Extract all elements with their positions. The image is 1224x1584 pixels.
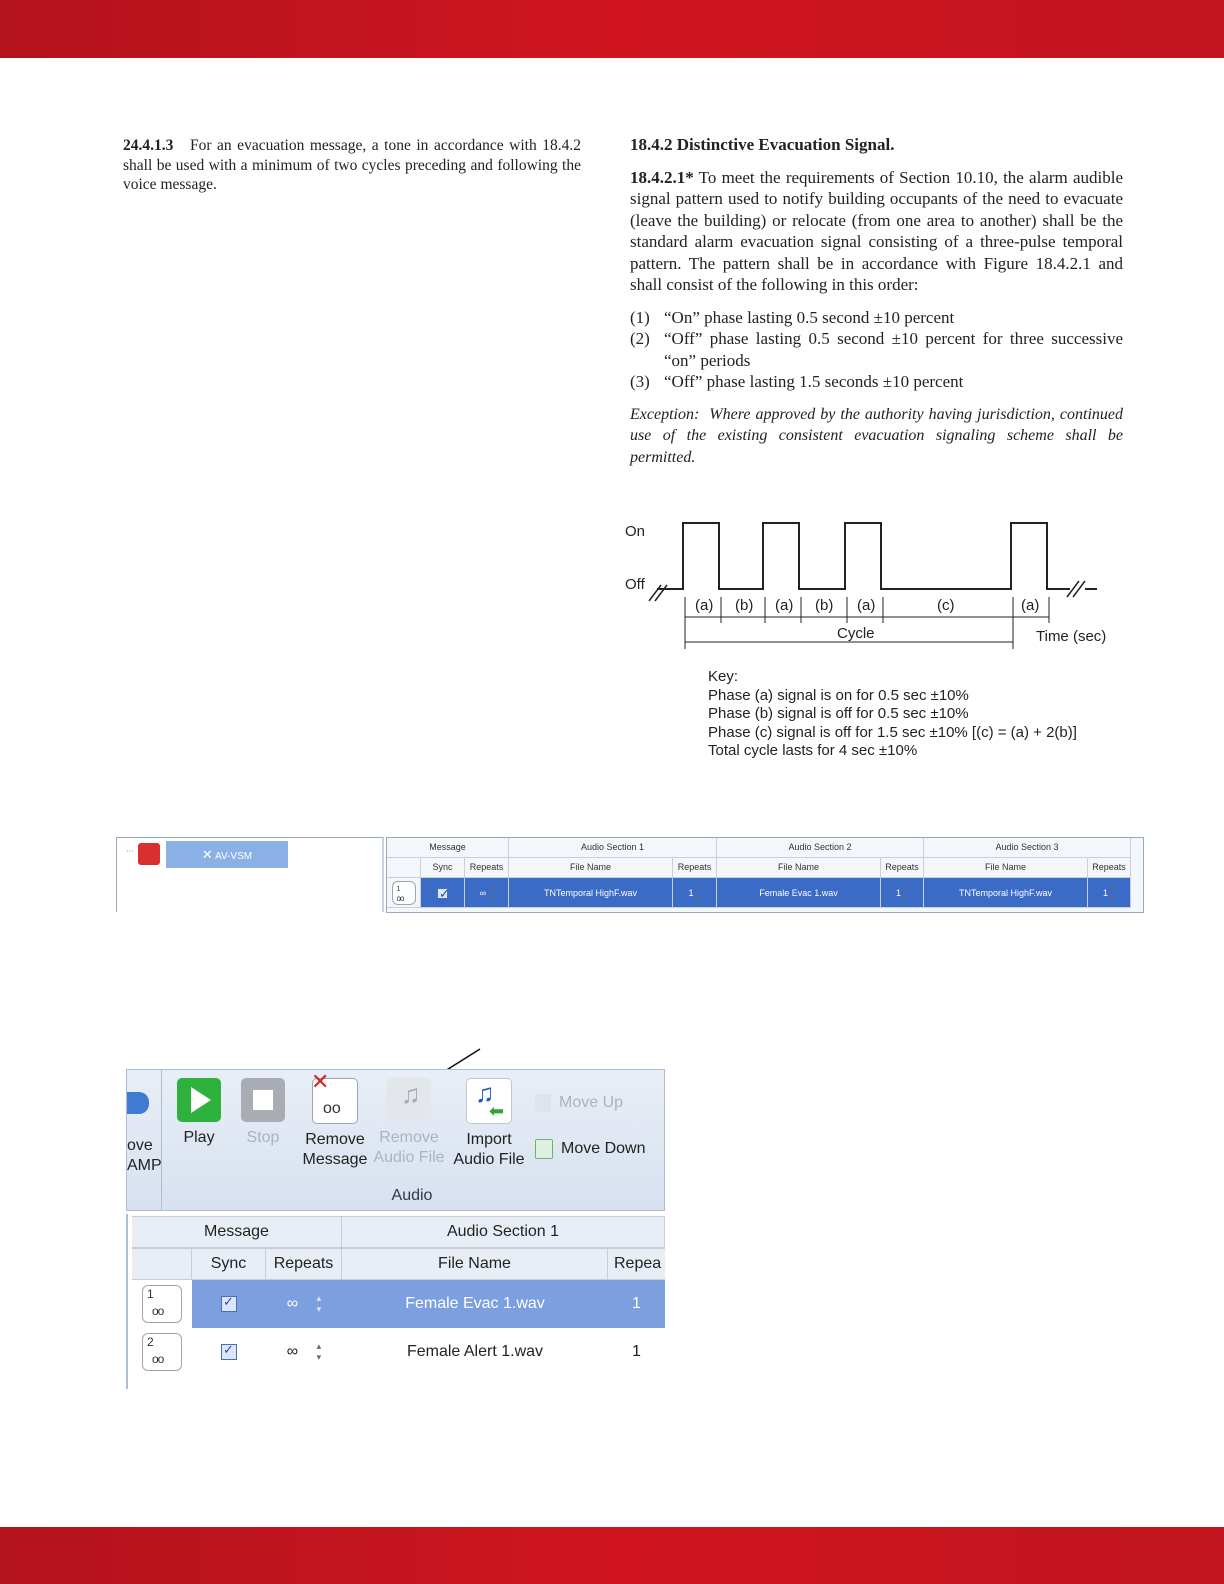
microphone-icon [138,843,160,865]
column-header[interactable]: Repeats [266,1248,342,1280]
spin-arrows-icon[interactable]: ▴ ▾ [316,1292,322,1314]
phase-label: (b) [815,597,834,614]
file-name-cell[interactable]: Female Alert 1.wav [406,1343,544,1360]
on-label: On [625,523,646,540]
repeats-value: 1 [1102,888,1108,898]
top-red-band [0,0,1224,58]
break-mark [1073,581,1085,597]
phase-label: (b) [735,597,754,614]
remove-message-icon: ✕ oo [312,1078,358,1124]
section-heading: 18.4.2 Distinctive Evacuation Signal. [630,135,895,154]
message-grid-screenshot [116,837,1142,911]
audio-ribbon-screenshot [126,1064,663,1389]
remove-audio-file-button[interactable] [373,1078,445,1168]
move-up-button[interactable] [535,1094,623,1112]
table-row[interactable] [387,878,1131,908]
group-header: Audio Section 1 [509,838,717,858]
spin-arrows-icon[interactable]: ▴ ▾ [1110,882,1116,904]
phase-label: (a) [1021,597,1040,614]
paragraph-18-4-2-1 [630,167,1123,296]
corner-cell [132,1248,192,1280]
remove-message-button[interactable] [299,1070,371,1170]
phase-label: (c) [937,597,955,614]
list-item [630,328,1123,371]
signal-waveform [657,523,1070,589]
voicemail-icon: 1 oo [392,881,416,905]
right-column [630,134,1123,468]
device-tree [116,837,384,912]
section-number: 24.4.1.3 [123,137,174,154]
stop-icon [241,1078,285,1122]
group-header: Audio Section 1 [342,1216,665,1248]
column-header[interactable]: File Name [717,858,881,878]
table-row[interactable] [132,1280,665,1328]
file-name-cell[interactable]: Female Evac 1.wav [717,878,881,908]
paragraph-text: To meet the requirements of Section 10.10, the alarm audible signal pattern used to notify building occupants of the need to evacuate (leave the building) or relocate (from one area to another) shall be the standard alarm evacuation signal consisting of a three-pulse temporal pattern. The pattern shall be in accordance with Figure 18.4.2.1 and shall consist of the following in this order: [630,167,1124,294]
message-grid [386,837,1144,913]
move-down-icon [535,1139,553,1159]
sync-checkbox[interactable] [221,1296,237,1312]
column-header[interactable]: Repeats [881,858,924,878]
message-grid [126,1214,665,1389]
repeats-cell[interactable]: 1 [608,1280,665,1328]
row-index-cell [387,878,421,908]
column-header[interactable]: File Name [342,1248,608,1280]
row-index-cell [132,1328,192,1376]
play-button[interactable] [175,1078,223,1148]
list-text: “On” phase lasting 0.5 second ±10 percent [664,307,955,327]
bottom-red-band [0,1527,1224,1584]
phase-label: (a) [695,597,714,614]
stop-button[interactable] [239,1078,287,1148]
tools-icon: ✕ [201,847,213,862]
remove-audio-label: Remove [379,1129,439,1146]
phase-label: (a) [857,597,876,614]
spin-arrows-icon[interactable]: ▴ ▾ [316,1340,322,1362]
spin-arrows-icon[interactable]: ▴ ▾ [696,882,701,904]
off-label: Off [625,576,645,593]
remove-message-label: Message [302,1151,368,1168]
figure-key [708,668,1077,761]
temporal-pattern-diagram [625,515,1125,665]
column-header[interactable]: File Name [509,858,673,878]
import-audio-label: Audio File [453,1151,525,1168]
repeats-cell[interactable] [465,878,509,908]
column-header[interactable]: Repeats [1088,858,1131,878]
move-up-label: Move Up [559,1094,624,1112]
import-audio-label: Import [466,1131,512,1148]
repeats-value: 1 [688,888,694,898]
partial-button-label[interactable]: ove AMP [127,1137,162,1174]
column-header[interactable]: Sync [192,1248,266,1280]
phase-label: (a) [775,597,794,614]
exception-label: Exception: [630,405,700,423]
table-row[interactable] [132,1328,665,1376]
ribbon-partial-group [127,1070,162,1210]
exception-text: Where approved by the authority having jurisdiction, continued use of the existing consistent evacuation signaling scheme shall be permitted. [630,405,1124,466]
spin-arrows-icon[interactable]: ▴ ▾ [488,882,494,904]
tree-node-label: AV-VSM [215,851,253,862]
speaker-icon [127,1092,149,1114]
column-header[interactable]: Repea [608,1248,665,1280]
file-name-cell[interactable]: TNTemporal HighF.wav [924,878,1088,908]
repeats-cell[interactable] [881,878,924,908]
ribbon-toolbar [126,1069,665,1211]
column-header[interactable]: Repeats [465,858,509,878]
group-header: Message [132,1216,342,1248]
break-mark [649,585,661,601]
group-header-row [132,1216,665,1248]
list-text: “Off” phase lasting 1.5 seconds ±10 percent [664,372,964,391]
list-number: (2) [630,329,650,348]
sync-checkbox[interactable] [221,1344,237,1360]
corner-cell [387,858,421,878]
section-text: For an evacuation message, a tone in accordance with 18.4.2 shall be used with a minimum of two cycles preceding and following the voice message. [123,137,582,193]
column-header[interactable]: Sync [421,858,465,878]
play-label: Play [183,1129,215,1146]
column-header-row [132,1248,665,1280]
list-number: (3) [630,372,650,391]
import-audio-icon: ♫ ⬅ [466,1078,512,1124]
move-down-button[interactable] [535,1139,645,1159]
key-line: Total cycle lasts for 4 sec ±10% [708,742,918,759]
paragraph-number: 18.4.2.1* [630,167,694,187]
voicemail-icon: 1 oo [142,1285,182,1323]
move-down-label: Move Down [561,1140,646,1158]
requirements-list [630,307,1123,393]
remove-message-label: Remove [305,1131,365,1148]
row-index-cell [132,1280,192,1328]
column-header-row [387,858,1131,878]
repeats-value: ∞ [286,1343,299,1360]
list-item [630,371,1123,393]
repeats-cell[interactable] [1088,878,1131,908]
repeats-cell[interactable] [266,1328,342,1376]
key-line: Phase (b) signal is off for 0.5 sec ±10% [708,705,969,722]
sync-cell[interactable] [192,1280,266,1328]
file-name-cell[interactable]: Female Evac 1.wav [342,1280,608,1328]
tree-connector: ··· [126,847,134,856]
spin-arrows-icon[interactable]: ▴ ▾ [903,882,909,904]
group-header: Audio Section 2 [717,838,924,858]
group-header: Message [387,838,509,858]
move-up-icon [535,1094,551,1112]
repeats-cell[interactable]: 1 [632,1343,641,1360]
stop-label: Stop [246,1129,280,1146]
time-axis-label: Time (sec) [1036,628,1107,645]
repeats-value: 1 [895,888,901,898]
list-number: (1) [630,307,650,327]
remove-audio-icon: ♫ [387,1078,431,1122]
break-mark [655,585,667,601]
repeats-cell[interactable] [673,878,717,908]
list-text: “Off” phase lasting 0.5 second ±10 percent for three successive “on” periods [664,329,1123,370]
key-title: Key: [708,668,739,685]
ribbon-group-audio: Audio [391,1187,433,1204]
column-header[interactable]: Repeats [673,858,717,878]
group-header: Audio Section 3 [924,838,1131,858]
repeats-cell[interactable] [266,1280,342,1328]
column-header[interactable]: File Name [924,858,1088,878]
sync-cell[interactable] [421,878,465,908]
file-name-cell[interactable]: TNTemporal HighF.wav [509,878,673,908]
key-line: Phase (c) signal is off for 1.5 sec ±10% [(c) = (a) + 2(b)] [708,723,1077,741]
play-icon [177,1078,221,1122]
tree-node-av-vsm[interactable] [166,841,288,868]
list-item [630,307,1123,329]
cycle-label: Cycle [837,625,875,642]
voicemail-icon: 2 oo [142,1333,182,1371]
remove-audio-label: Audio File [373,1149,445,1166]
key-line: Phase (a) signal is on for 0.5 sec ±10% [708,686,969,704]
repeats-value: ∞ [286,1295,299,1312]
group-header-row [387,838,1131,858]
sync-cell[interactable] [192,1328,266,1376]
exception [630,404,1123,469]
sync-checkbox[interactable] [437,888,448,899]
import-audio-file-button[interactable] [451,1078,527,1170]
repeats-value: ∞ [479,888,487,898]
left-column [123,136,581,195]
